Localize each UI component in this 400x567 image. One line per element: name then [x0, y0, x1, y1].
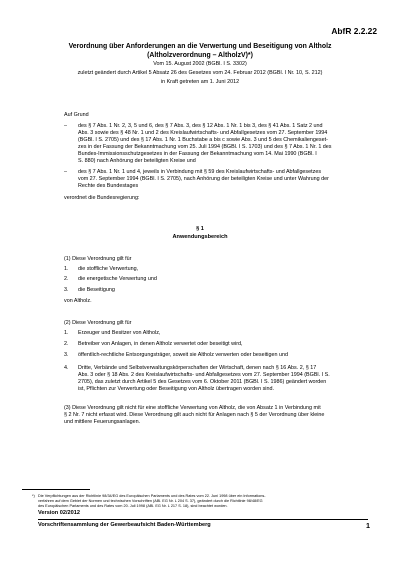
section-heading: Anwendungsbereich: [172, 234, 228, 240]
document-title: Verordnung über Anforderungen an die Verwertung und Beseitigung von Altholz: [68, 43, 332, 50]
collection-name: Vorschriftensammlung der Gewerbeaufsicht Baden-Württemberg: [38, 522, 211, 528]
paragraph-1-intro: (1) Diese Verordnung gilt für: [64, 256, 132, 262]
preamble-dash-text: des § 7 Abs. 1 Nr. 2, 3, 5 und 6, des § 7 Abs. 3, des § 12 Abs. 1 Nr. 1 bis 3, des § 41 Abs. 1 Satz 2 und Abs. 3 sowie des § 48 Nr. 1 und 2 des Kreislaufwirtschafts- und Abfallgesetzes vom 27. September 1994 (BGBl. I S. 2705) und des § 17 Abs. 1 Nr. 1 Buchstabe a bis c sowie Abs. 3 und 5 des Chemikaliengeset- zes in der Fassung der Bekanntmachung vom 25. Juli 1994 (BGBl. I S. 1703) und des § 7 Abs. 1 Nr. 1 des Bundes-Immissionsschutzgesetzes in der Fassung der Bekanntmachung vom 14. Mai 1990 (BGBl. I S. 880) nach Anhörung der beteiligten Kreise und: [78, 123, 332, 164]
paragraph-3: (3) Diese Verordnung gilt nicht für eine stoffliche Verwertung von Altholz, die von Absatz 1 in Verbindung mit § 2 Nr. 7 nicht erfasst wird. Diese Verordnung gilt auch nicht für Anlagen nach § 5 der Verordnung über kleine und mittlere Feuerungsanlagen.: [64, 405, 325, 425]
footnote-divider: [22, 489, 90, 490]
paragraph-1-tail: von Altholz.: [64, 298, 92, 304]
footnote: *) Die Verpflichtungen aus der Richtlinie 98/34/EG des Europäischen Parlaments und des Rates vom 22. Juni 1998 über ein Informations- verfahren auf dem Gebiet der Normen und technischen Vorschriften (ABl. EG Nr. L 204 S. 37), geändert durch die Richtlinie 98/48/EG des Europäischen Parlaments und des Rates vom 20. Juli 1998 (ABl. EG Nr. L 217 S. 18), sind beachtet worden.: [32, 494, 266, 508]
document-code: AbfR 2.2.22: [331, 26, 377, 36]
dash-bullet: –: [64, 123, 67, 129]
preamble-dash-text: des § 7 Abs. 1 Nr. 1 und 4, jeweils in Verbindung mit § 59 des Kreislaufwirtschafts- und Abfallgesetzes vom 27. September 1994 (BGBl. I S. 2705), nach Anhörung der beteiligten Kreise und unter Wahrung der Rechte des Bundestages: [78, 169, 329, 189]
in-force-note: in Kraft getreten am 1. Juni 2012: [160, 79, 240, 85]
issue-date: Vom 15. August 2002 (BGBl. I S. 3302): [153, 61, 247, 67]
preamble-closing: verordnet die Bundesregierung:: [64, 195, 140, 201]
footer-divider: [38, 519, 368, 520]
amendment-note: zuletzt geändert durch Artikel 5 Absatz 26 des Gesetzes vom 24. Februar 2012 (BGBl. I Nr. 10, S. 212): [77, 70, 323, 76]
preamble-intro: Auf Grund: [64, 112, 89, 118]
dash-bullet: –: [64, 169, 67, 175]
section-number: § 1: [196, 226, 204, 232]
document-title-abbrev: (Altholzverordnung – AltholzV)*): [147, 52, 253, 59]
page-number: 1: [366, 521, 370, 530]
paragraph-2-intro: (2) Diese Verordnung gilt für: [64, 320, 132, 326]
version-label: Version 02/2012: [38, 510, 80, 516]
